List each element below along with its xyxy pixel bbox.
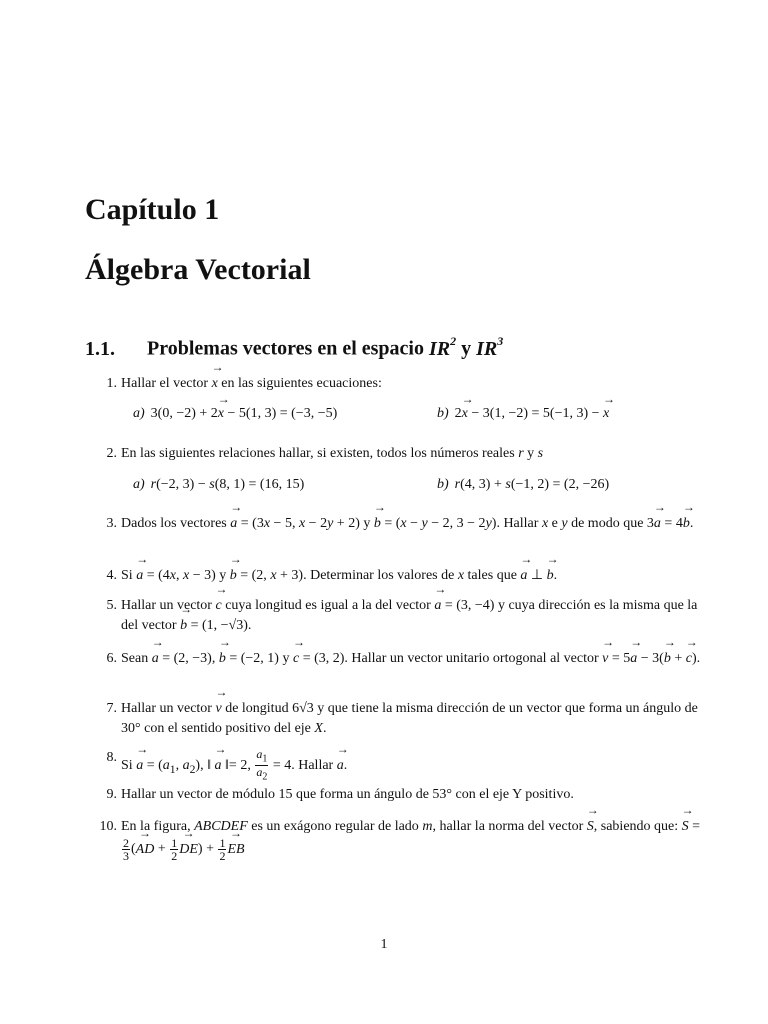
- problem-text: Hallar un vector → c cuya longitud es igual a la del vector → a = (3, −4) y cuya dirección es la misma que la del vector → b = (1, −√3).: [121, 596, 711, 636]
- problem-text: Hallar un vector de módulo 15 que forma un ángulo de 53° con el eje Y positivo.: [121, 787, 574, 802]
- section-text: Problemas vectores en el espacio: [147, 337, 424, 360]
- problem-text: Dados los vectores → a = (3x − 5, x − 2y + 2) y → b = (x − y − 2, 3 − 2y). Hallar x e y de modo que 3→ a = 4→ b.: [121, 514, 711, 534]
- problem-text: Si → a = (4x, x − 3) y → b = (2, x + 3). Determinar los valores de x tales que → a ⊥ → b.: [121, 566, 711, 586]
- problem-text: Hallar un vector → v de longitud 6√3 y que tiene la misma dirección de un vector que forma un ángulo de 30° con el sentido positivo del eje X.: [121, 699, 711, 739]
- problem-number: 4.: [106, 568, 117, 583]
- problem-text: $Si \to a = (a_1$, $a_2$), ‖ → a ‖= 2, $\frac{a_1}{a_2}$ = 4. Hallar → a.: [121, 748, 711, 784]
- problem-number: 2.: [106, 446, 117, 461]
- problem-number: 7.: [106, 701, 117, 716]
- problem-1b: b) 2→ x − 3(1, −2) = 5(−1, 3) − → x: [437, 406, 609, 422]
- section-number: 1.1.: [85, 337, 115, 360]
- problem-1a: a) 3(0, −2) + 2→ x − 5(1, 3) = (−3, −5): [133, 406, 337, 422]
- problem-number: 1.: [106, 376, 117, 391]
- problem-text: Sean → a = (2, −3), → b = (−2, 1) y → c = (3, 2). Hallar un vector unitario ortogonal al vector → v = 5→ a − 3(→ b + → c).: [121, 649, 711, 669]
- problem-number: 8.: [106, 750, 117, 765]
- problem-2a: a) r(−2, 3) − s(8, 1) = (16, 15): [133, 477, 305, 492]
- problem-text: En las siguientes relaciones hallar, si existen, todos los números reales r y s: [121, 446, 544, 461]
- problem-text: Hallar el vector → x en las siguientes ecuaciones:: [121, 374, 711, 394]
- section-r3: $IR^3$: [476, 334, 504, 360]
- problem-2b: b) r(4, 3) + s(−1, 2) = (2, −26): [437, 477, 610, 492]
- section-heading: [85, 336, 503, 361]
- chapter-heading: Capítulo 1: [85, 193, 220, 226]
- page-number: 1: [380, 937, 388, 952]
- problem-number: 10.: [99, 819, 117, 834]
- section-r2: $IR^2$: [428, 334, 457, 360]
- problem-number: 9.: [106, 787, 117, 802]
- problem-number: 6.: [106, 651, 117, 666]
- problem-text: En la figura, ABCDEF es un exágono regular de lado m, hallar la norma del vector → S, sabiendo que: → S = $\frac{2}{3}$ (→ AD + $\frac{1}{2}$ → DE) + $\frac{1}{2}$ → EB: [121, 817, 711, 862]
- problem-number: 5.: [106, 598, 117, 613]
- problem-number: 3.: [106, 516, 117, 531]
- chapter-title: Álgebra Vectorial: [85, 253, 311, 286]
- section-and: y: [461, 337, 472, 360]
